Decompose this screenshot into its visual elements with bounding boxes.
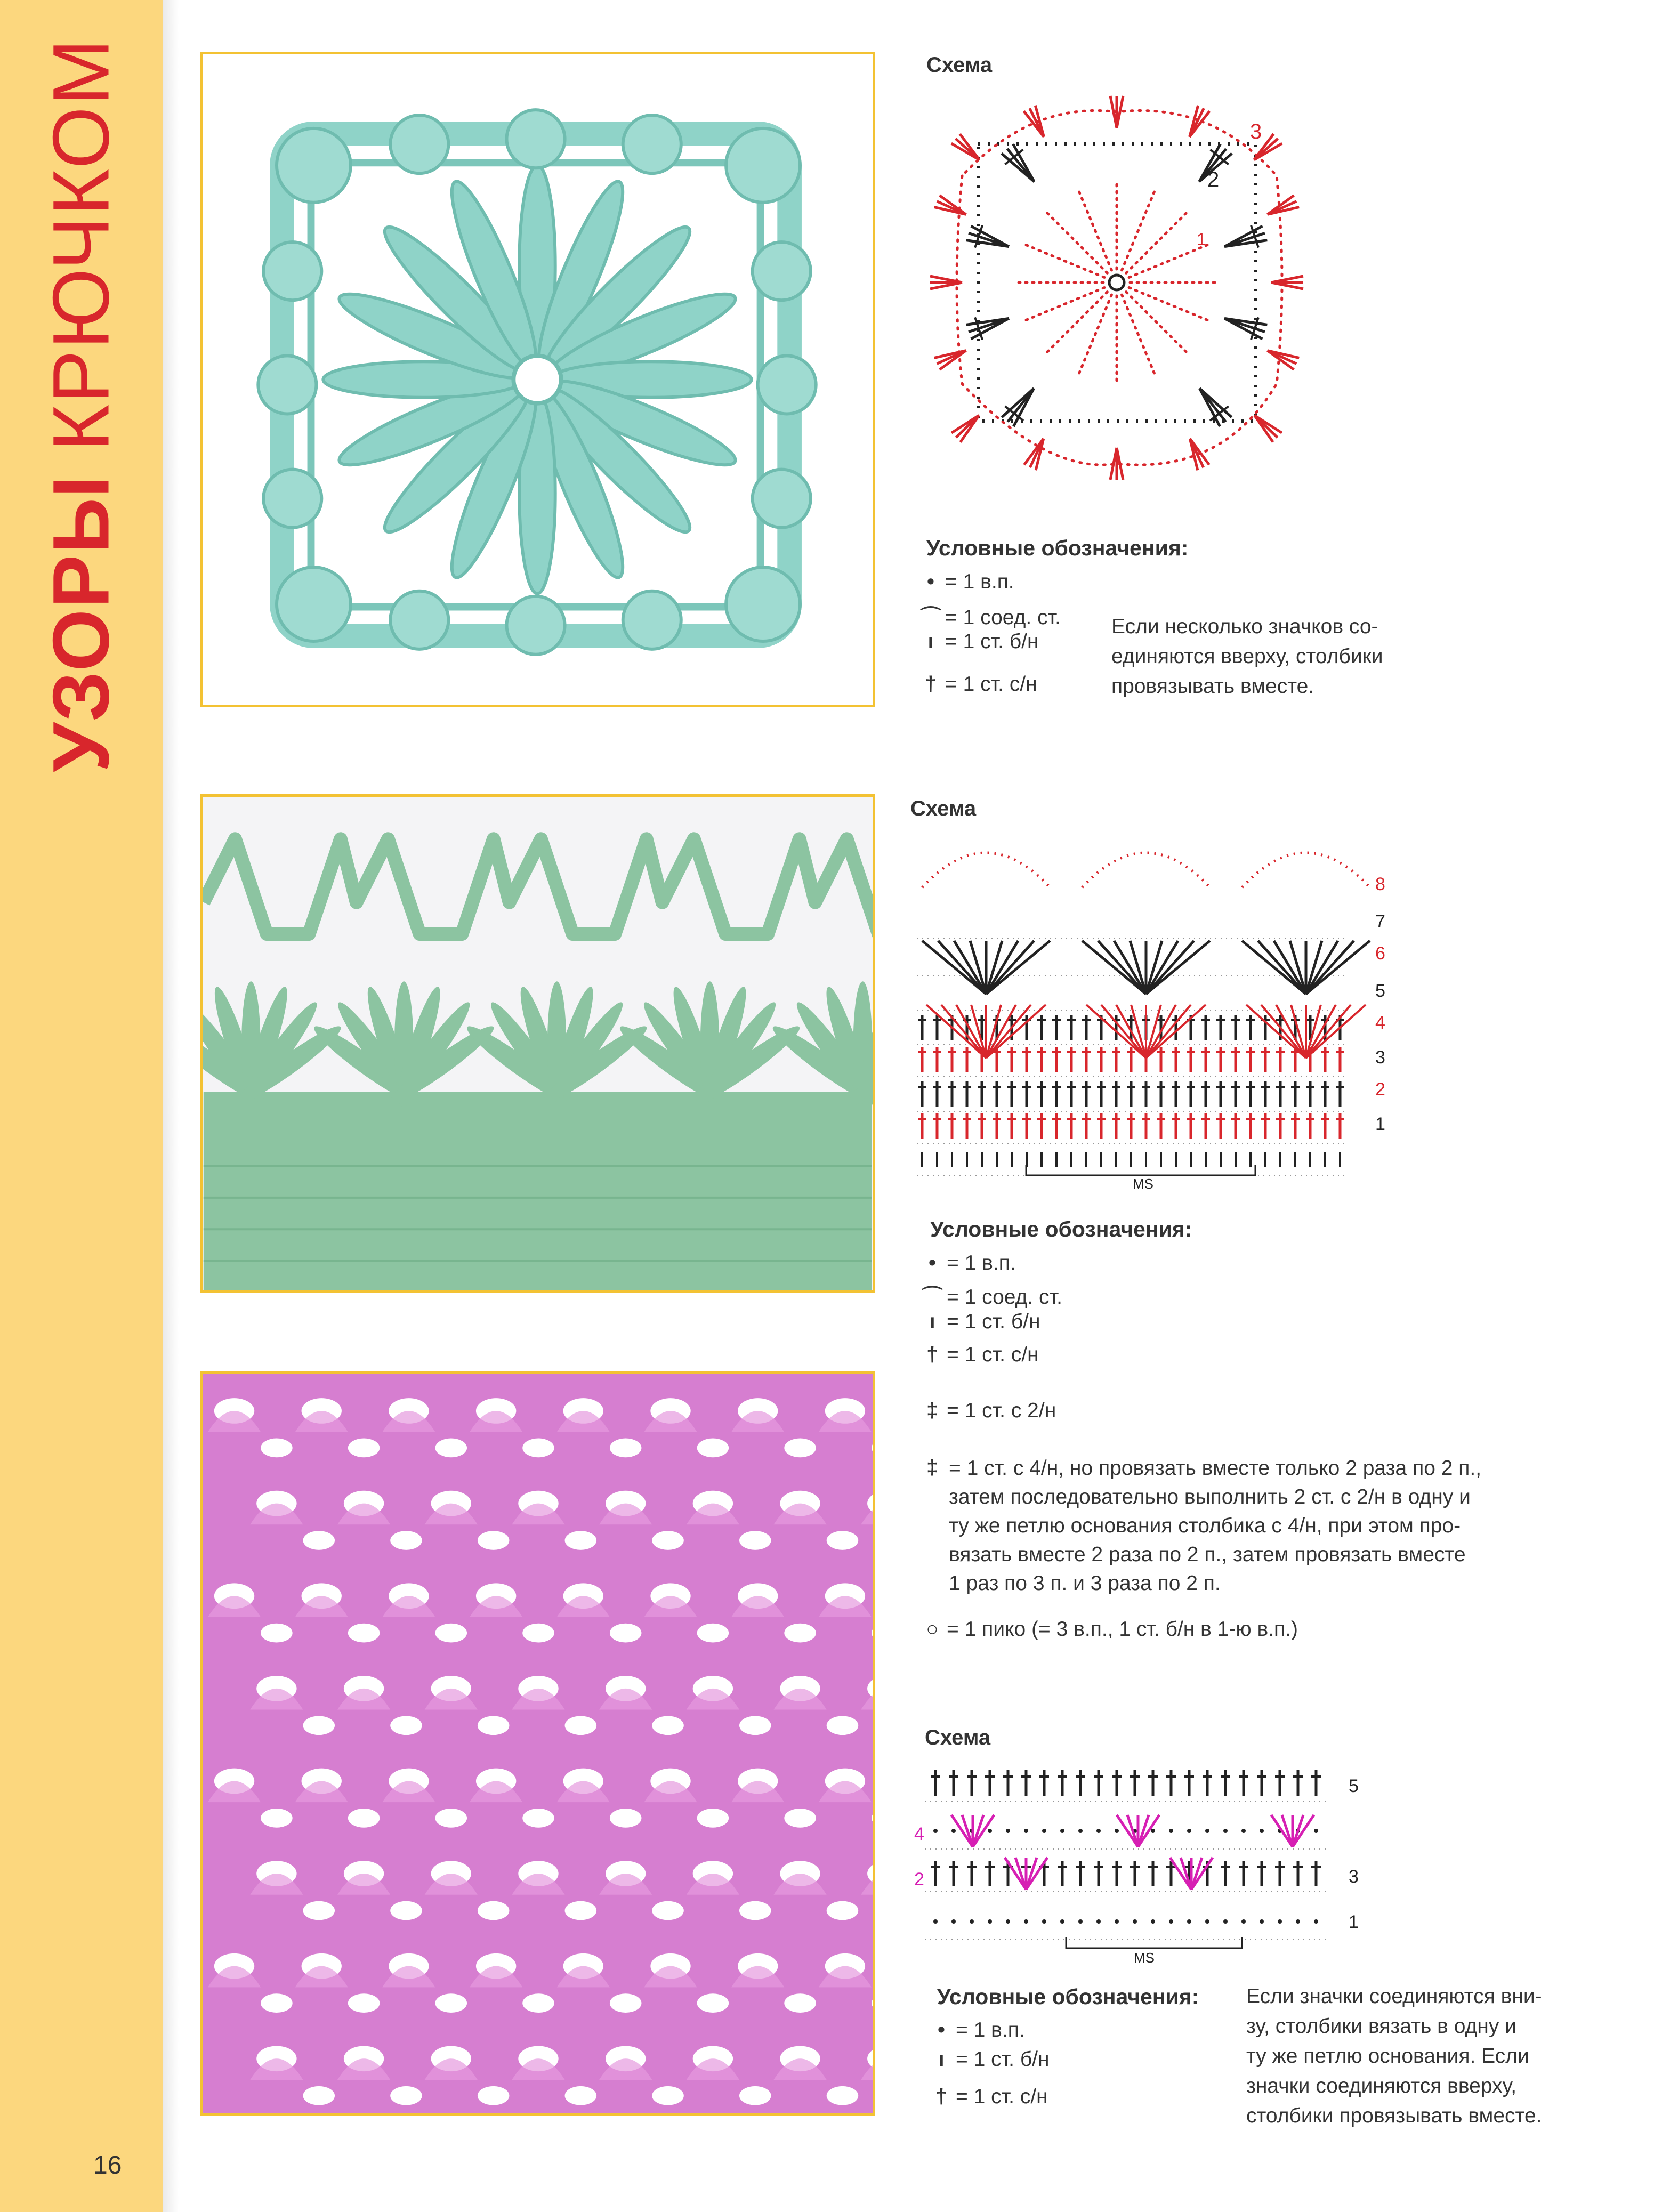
lace-hole xyxy=(697,1624,729,1643)
chart1-red-stitch xyxy=(1265,345,1300,370)
lace-hole xyxy=(697,1993,729,2013)
chart1-red-stitch xyxy=(1271,276,1303,289)
lace-hole xyxy=(303,1716,335,1735)
pattern1-legend-dc xyxy=(919,673,1037,696)
pattern2-legend-sc xyxy=(921,1310,1040,1334)
pattern3-legend-sc-text: = 1 ст. б/н xyxy=(956,2048,1050,2071)
pattern1-note-line: Если несколько значков со- xyxy=(1111,615,1378,638)
chart1-black-stitch xyxy=(965,222,1013,257)
pattern2-legend-chain xyxy=(921,1252,1016,1275)
chart1-red-stitch xyxy=(951,411,983,442)
double-crochet-icon: † xyxy=(925,673,937,696)
chart3-chain xyxy=(1223,1919,1228,1924)
lace-edging-illustration xyxy=(203,797,873,1290)
chart2-cluster-stroke xyxy=(1146,941,1210,994)
lace-hole xyxy=(697,1809,729,1828)
lace-hole xyxy=(303,1531,335,1550)
chart3-chain xyxy=(1314,1829,1318,1833)
chart3-chain xyxy=(1296,1919,1300,1924)
chart3-fan-stroke xyxy=(1271,1815,1293,1847)
single-crochet-icon: ı xyxy=(929,1310,935,1333)
pattern2-chart xyxy=(906,824,1418,1197)
lace-hole xyxy=(261,1624,293,1643)
chart3-row-label-right: 1 xyxy=(1349,1912,1359,1932)
single-crochet-icon: ı xyxy=(927,630,934,653)
chart3-chain xyxy=(1006,1829,1010,1833)
chart3-chain xyxy=(1042,1829,1046,1833)
chart1-black-stitch xyxy=(1221,222,1269,257)
lace-hole xyxy=(348,1624,380,1643)
chart3-row-label-right: 5 xyxy=(1349,1776,1359,1796)
chart3-chain xyxy=(1060,1829,1064,1833)
chart3-row-label-left: 2 xyxy=(914,1869,924,1890)
chart2-picot-arc xyxy=(1242,853,1370,887)
chart3-chain xyxy=(1078,1829,1083,1833)
chart2-cluster-stroke xyxy=(922,941,986,994)
chart3-chain xyxy=(1169,1919,1173,1924)
lace-hole xyxy=(478,1901,510,1920)
lace-hole xyxy=(348,1439,380,1458)
lace-hole xyxy=(565,2086,597,2105)
lace-hole xyxy=(652,1531,684,1550)
pattern2-legend-picot xyxy=(921,1618,1298,1641)
pattern2-cluster-line: 1 раз по 3 п. и 3 раза по 2 п. xyxy=(949,1572,1221,1595)
lace-hole xyxy=(610,1439,642,1458)
chart1-spoke xyxy=(1078,189,1111,270)
lace-hole xyxy=(522,1439,554,1458)
pattern1-legend-title: Условные обозначения: xyxy=(926,536,1189,560)
chart1-spoke xyxy=(1126,211,1189,273)
pattern3-note xyxy=(1246,1982,1542,2131)
pattern2-legend-title: Условные обозначения: xyxy=(930,1217,1192,1241)
photo-pink-lace xyxy=(200,1371,875,2116)
pattern3-note-line: ту же петлю основания. Если xyxy=(1246,2045,1529,2068)
chart3-chain xyxy=(1205,1829,1209,1833)
chart2-cluster-stroke xyxy=(986,941,1050,994)
chart3-chain xyxy=(1096,1919,1101,1924)
pattern1-round-label-2: 2 xyxy=(1207,168,1220,191)
lace-hole xyxy=(390,1531,422,1550)
pattern3-legend-dc xyxy=(930,2085,1048,2109)
lace-hole xyxy=(435,1439,467,1458)
pattern3-repeat-label: MS xyxy=(1134,1950,1155,1966)
lace-hole xyxy=(872,1439,873,1458)
pattern1-chart-svg xyxy=(914,85,1319,490)
lace-hole xyxy=(435,1624,467,1643)
chart1-red-stitch xyxy=(934,196,969,221)
lace-hole xyxy=(610,1809,642,1828)
pattern2-legend-sc-text: = 1 ст. б/н xyxy=(947,1310,1040,1333)
pattern1-note-line: единяются вверху, столбики xyxy=(1111,645,1383,668)
chart1-red-stitch xyxy=(934,345,969,370)
lace-hole xyxy=(872,1624,873,1643)
pattern1-legend-chain-text: = 1 в.п. xyxy=(945,570,1014,593)
lace-hole xyxy=(390,1901,422,1920)
pattern3-legend-chain-text: = 1 в.п. xyxy=(956,2019,1025,2041)
chart3-chain xyxy=(1133,1919,1137,1924)
pattern1-legend-dc-text: = 1 ст. с/н xyxy=(945,673,1037,696)
chart1-spoke xyxy=(1122,189,1156,270)
chart1-stitch-bar xyxy=(1253,232,1256,240)
photo-lace-edging xyxy=(200,794,875,1293)
lace-hole xyxy=(522,1993,554,2013)
lace-hole xyxy=(739,2086,771,2105)
pattern3-note-line: зу, столбики вязать в одну и xyxy=(1246,2015,1516,2038)
chart1-spoke xyxy=(1023,288,1104,321)
chart3-chain xyxy=(1078,1919,1083,1924)
lace-hole xyxy=(565,1531,597,1550)
lace-hole xyxy=(565,1901,597,1920)
lace-hole xyxy=(739,1901,771,1920)
lace-hole xyxy=(435,1993,467,2013)
chart3-chain xyxy=(988,1919,992,1924)
chart1-spoke xyxy=(1129,288,1210,321)
pattern3-legend-chain xyxy=(930,2019,1025,2042)
picot-icon: ○ xyxy=(926,1618,939,1641)
chart2-row-label: 3 xyxy=(1375,1047,1385,1068)
pattern2-cluster-line: вязать вместе 2 раза по 2 п., затем провязать вместе xyxy=(949,1543,1466,1566)
pattern2-legend-picot-text: = 1 пико (= 3 в.п., 1 ст. б/н в 1-ю в.п.) xyxy=(947,1618,1298,1641)
pattern1-note xyxy=(1111,612,1383,701)
chart3-chain xyxy=(1151,1829,1155,1833)
pattern1-legend-slip-text: = 1 соед. ст. xyxy=(945,606,1061,629)
chart3-fan-stroke xyxy=(1138,1815,1159,1847)
chart2-row-label: 4 xyxy=(1375,1013,1385,1033)
lace-hole xyxy=(348,1809,380,1828)
lace-hole xyxy=(261,1439,293,1458)
lace-hole xyxy=(827,1531,859,1550)
pattern1-chart xyxy=(914,85,1319,490)
lace-hole xyxy=(303,1901,335,1920)
pattern2-legend-cluster-symbol xyxy=(921,1456,947,1480)
chart3-chain xyxy=(1151,1919,1155,1924)
chart3-chain xyxy=(1205,1919,1209,1924)
lace-hole xyxy=(784,1809,816,1828)
chart3-fan-stroke xyxy=(1191,1858,1213,1890)
pattern2-legend-dc xyxy=(921,1343,1039,1367)
chart3-chain xyxy=(1278,1919,1282,1924)
chart1-spoke xyxy=(1126,292,1189,354)
lace-hole xyxy=(478,2086,510,2105)
pattern3-legend-sc xyxy=(930,2048,1050,2071)
chart2-row-label: 7 xyxy=(1375,911,1385,932)
chart3-chain xyxy=(951,1919,956,1924)
chart2-fan-stroke xyxy=(1306,1005,1366,1058)
chart1-spoke xyxy=(1078,295,1111,376)
chart3-chain xyxy=(1042,1919,1046,1924)
lace-hole xyxy=(478,1716,510,1735)
chart3-chain xyxy=(988,1829,992,1833)
chain-stitch-icon: • xyxy=(927,570,934,593)
chart3-chain xyxy=(970,1919,974,1924)
pattern1-note-line: провязывать вместе. xyxy=(1111,675,1314,698)
lace-hole xyxy=(522,1809,554,1828)
pattern1-round-label-3: 3 xyxy=(1250,120,1262,143)
pattern1-legend-slip xyxy=(919,601,1061,631)
pattern1-heading: Схема xyxy=(926,53,993,77)
chart1-black-stitch xyxy=(1221,307,1269,343)
chart1-red-stitch xyxy=(1024,106,1050,140)
lace-hole xyxy=(739,1716,771,1735)
chart2-fan-stroke xyxy=(1246,1005,1306,1058)
lace-hole xyxy=(784,1993,816,2013)
lace-hole xyxy=(872,1809,873,1828)
pattern3-note-line: Если значки соединяются вни- xyxy=(1246,1985,1542,2008)
pattern2-legend-slip-text: = 1 соед. ст. xyxy=(947,1286,1062,1309)
pattern2-legend-chain-text: = 1 в.п. xyxy=(947,1252,1016,1274)
slip-stitch-icon: ⌒ xyxy=(920,606,941,629)
chain-stitch-icon: • xyxy=(929,1252,936,1274)
edging-points xyxy=(204,839,873,934)
chart1-red-stitch xyxy=(1265,196,1300,221)
lace-hole xyxy=(697,1439,729,1458)
pattern2-cluster-line: = 1 ст. с 4/н, но провязать вместе только 2 раза по 2 п., xyxy=(949,1457,1482,1480)
section-title-bold: УЗОРЫ xyxy=(36,474,126,772)
chart3-chain xyxy=(1187,1919,1191,1924)
lace-hole xyxy=(652,1901,684,1920)
chart3-chain xyxy=(1115,1829,1119,1833)
chart2-cluster-stroke xyxy=(1114,941,1146,994)
pattern3-heading: Схема xyxy=(925,1726,991,1749)
chart1-spoke xyxy=(1023,244,1104,277)
lace-hole xyxy=(390,2086,422,2105)
pattern3-legend-dc-text: = 1 ст. с/н xyxy=(956,2085,1048,2108)
chart3-chain xyxy=(1314,1919,1318,1924)
double-crochet-icon: † xyxy=(926,1343,938,1366)
chart2-picot-arc xyxy=(922,853,1050,887)
chart2-cluster-stroke xyxy=(1242,941,1306,994)
pattern3-note-line: столбики провязывать вместе. xyxy=(1246,2104,1542,2127)
chart2-row-label: 1 xyxy=(1375,1114,1385,1134)
lace-hole xyxy=(522,1624,554,1643)
lace-hole xyxy=(827,1901,859,1920)
chart2-cluster-stroke xyxy=(986,941,1018,994)
chart2-cluster-stroke xyxy=(954,941,986,994)
pink-lace-illustration xyxy=(203,1374,873,2113)
pattern2-legend-slip xyxy=(921,1280,1062,1310)
chart3-chain xyxy=(1096,1829,1101,1833)
chart1-stitch-bar xyxy=(1253,325,1256,333)
chart3-chain xyxy=(1024,1829,1028,1833)
chart3-chain xyxy=(1006,1919,1010,1924)
page-number: 16 xyxy=(93,2151,122,2179)
chart3-chain xyxy=(951,1829,956,1833)
chain-stitch-icon: • xyxy=(938,2019,945,2041)
pattern2-heading: Схема xyxy=(910,797,977,820)
lace-hole xyxy=(565,1716,597,1735)
chart1-red-stitch xyxy=(1250,411,1282,442)
chart1-black-stitch xyxy=(965,307,1013,343)
chart1-spoke xyxy=(1122,295,1156,376)
chart1-red-stitch xyxy=(1184,106,1209,140)
lace-hole xyxy=(390,1716,422,1735)
lace-hole xyxy=(784,1624,816,1643)
granny-square-illustration xyxy=(203,54,873,705)
chart3-chain xyxy=(1260,1919,1264,1924)
pattern1-legend-sc xyxy=(919,630,1039,653)
chart2-row-label: 2 xyxy=(1375,1079,1385,1100)
chart3-chain xyxy=(1060,1919,1064,1924)
pattern2-cluster-line: ту же петлю основания столбика с 4/н, при этом про- xyxy=(949,1514,1461,1537)
pattern2-cluster-description xyxy=(949,1454,1481,1598)
chart3-chain xyxy=(1024,1919,1028,1924)
chart2-cluster-stroke xyxy=(1306,941,1370,994)
lace-hole xyxy=(435,1809,467,1828)
lace-hole xyxy=(739,1531,771,1550)
double-crochet-icon: † xyxy=(935,2085,947,2108)
lace-hole xyxy=(261,1809,293,1828)
chart1-red-stitch xyxy=(1110,96,1123,128)
pattern3-note-line: значки соединяются вверху, xyxy=(1246,2074,1517,2097)
chart2-row-label: 5 xyxy=(1375,981,1385,1001)
pattern2-legend-tr xyxy=(921,1399,1056,1423)
section-title-light: КРЮЧКОМ xyxy=(36,38,126,451)
chart2-row-label: 8 xyxy=(1375,874,1385,894)
chart1-spoke xyxy=(1045,211,1108,273)
pattern1-round-label-1: 1 xyxy=(1197,230,1206,249)
pattern2-cluster-line: затем последовательно выполнить 2 ст. с 2/н в одну и xyxy=(949,1486,1471,1508)
lace-hole xyxy=(348,1993,380,2013)
chart2-cluster-stroke xyxy=(1082,941,1146,994)
lace-hole xyxy=(827,1716,859,1735)
chart3-chain xyxy=(933,1919,938,1924)
single-crochet-icon: ı xyxy=(938,2048,945,2071)
cluster-stitch-icon: ‡ xyxy=(926,1456,938,1479)
chart2-fan-stroke xyxy=(986,1005,1046,1058)
pattern2-legend-dc-text: = 1 ст. с/н xyxy=(947,1343,1039,1366)
pattern3-chart-svg xyxy=(914,1759,1383,1983)
lace-hole xyxy=(872,1993,873,2013)
lace-hole xyxy=(652,2086,684,2105)
chart1-black-stitch xyxy=(998,141,1044,189)
section-title xyxy=(35,38,127,772)
slip-stitch-icon: ⌒ xyxy=(922,1286,943,1309)
lace-hole xyxy=(261,1993,293,2013)
pattern2-repeat-label: MS xyxy=(1133,1176,1153,1192)
pattern3-legend-title: Условные обозначения: xyxy=(937,1984,1199,2009)
chart3-row-label-right: 3 xyxy=(1349,1867,1359,1887)
lace-hole xyxy=(784,1439,816,1458)
pattern2-legend-tr-text: = 1 ст. с 2/н xyxy=(947,1399,1056,1422)
chart1-red-stitch xyxy=(1184,436,1209,471)
lace-hole xyxy=(303,2086,335,2105)
chart2-picot-arc xyxy=(1082,853,1210,887)
chart3-chain xyxy=(1115,1919,1119,1924)
photo-granny-square xyxy=(200,52,875,707)
chart1-spoke xyxy=(1045,292,1108,354)
chart3-chain xyxy=(1187,1829,1191,1833)
lace-hole xyxy=(827,2086,859,2105)
chart2-row-label: 6 xyxy=(1375,943,1385,964)
chart3-chain xyxy=(1241,1919,1246,1924)
chart2-cluster-stroke xyxy=(1306,941,1338,994)
pattern3-chart xyxy=(914,1759,1383,1983)
lace-hole xyxy=(478,1531,510,1550)
chart2-cluster-stroke xyxy=(1146,941,1178,994)
page-gutter-shadow xyxy=(163,0,179,2212)
treble-crochet-icon: ‡ xyxy=(926,1399,938,1422)
chart3-row-label-left: 4 xyxy=(914,1824,924,1844)
chart3-chain xyxy=(1260,1829,1264,1833)
chart1-red-stitch xyxy=(1110,448,1123,480)
pattern1-legend-chain xyxy=(919,570,1014,594)
chart3-chain xyxy=(933,1829,938,1833)
lace-hole xyxy=(610,1624,642,1643)
chart3-chain xyxy=(1169,1829,1173,1833)
chart2-fan-stroke xyxy=(926,1005,986,1058)
chart3-chain xyxy=(1223,1829,1228,1833)
chart2-cluster-stroke xyxy=(1274,941,1306,994)
chart3-chain xyxy=(1241,1829,1246,1833)
lace-hole xyxy=(652,1716,684,1735)
pattern2-chart-svg xyxy=(906,824,1418,1197)
lace-hole xyxy=(610,1993,642,2013)
pattern1-legend-sc-text: = 1 ст. б/н xyxy=(945,630,1039,653)
